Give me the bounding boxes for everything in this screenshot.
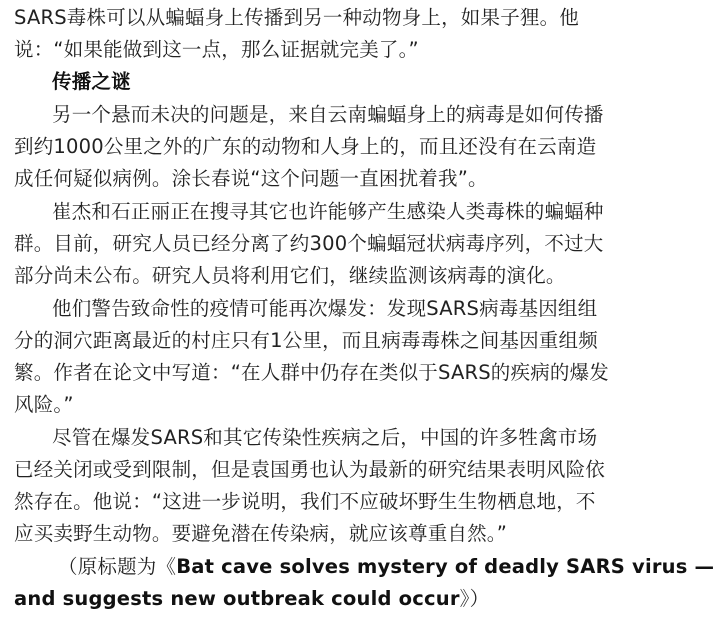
paragraph-line: 说：“如果能做到这一点，那么证据就完美了。” [14, 38, 419, 61]
paragraph-line: 应买卖野生动物。要避免潜在传染病，就应该尊重自然。” [14, 522, 508, 545]
paragraph-line: SARS毒株可以从蝙蝠身上传播到另一种动物身上，如果子狸。他 [14, 6, 580, 29]
paragraph-line: 群。目前，研究人员已经分离了约300个蝙蝠冠状病毒序列，不过大 [14, 232, 604, 255]
paragraph-line: 崔杰和石正丽正在搜寻其它也许能够产生感染人类毒株的蝙蝠种 [52, 200, 604, 223]
source-citation-line-2 [14, 583, 489, 615]
source-title-part-1: Bat cave solves mystery of deadly SARS virus — [176, 555, 714, 578]
paragraph-line: 到约1000公里之外的广东的动物和人身上的，而且还没有在云南造 [14, 135, 597, 158]
paragraph-line: 然存在。他说：“这进一步说明，我们不应破坏野生生物栖息地，不 [14, 490, 596, 513]
source-title-part-2: and suggests new outbreak could occur [14, 587, 460, 610]
paragraph-line: 另一个悬而未决的问题是，来自云南蝙蝠身上的病毒是如何传播 [52, 103, 604, 126]
paragraph-line: 部分尚未公布。研究人员将利用它们，继续监测该病毒的演化。 [14, 264, 566, 287]
paragraph-line: 尽管在爆发SARS和其它传染性疾病之后，中国的许多牲禽市场 [52, 426, 598, 449]
paragraph-line: 风险。” [14, 393, 74, 416]
paragraph-line: 他们警告致命性的疫情可能再次爆发：发现SARS病毒基因组组 [52, 297, 598, 320]
paragraph-line: 成任何疑似病例。涂长春说“这个问题一直困扰着我”。 [14, 167, 488, 190]
paragraph-line: 分的洞穴距离最近的村庄只有1公里，而且病毒毒株之间基因重组频 [14, 329, 598, 352]
source-citation-line-1 [58, 551, 714, 583]
paragraph-line: 已经关闭或受到限制，但是袁国勇也认为最新的研究结果表明风险依 [14, 458, 606, 481]
paragraph-line: 繁。作者在论文中写道：“在人群中仍存在类似于SARS的疾病的爆发 [14, 361, 610, 384]
source-suffix: 》） [459, 587, 490, 610]
section-heading: 传播之谜 [52, 70, 131, 93]
source-prefix: （原标题为《 [58, 555, 177, 578]
